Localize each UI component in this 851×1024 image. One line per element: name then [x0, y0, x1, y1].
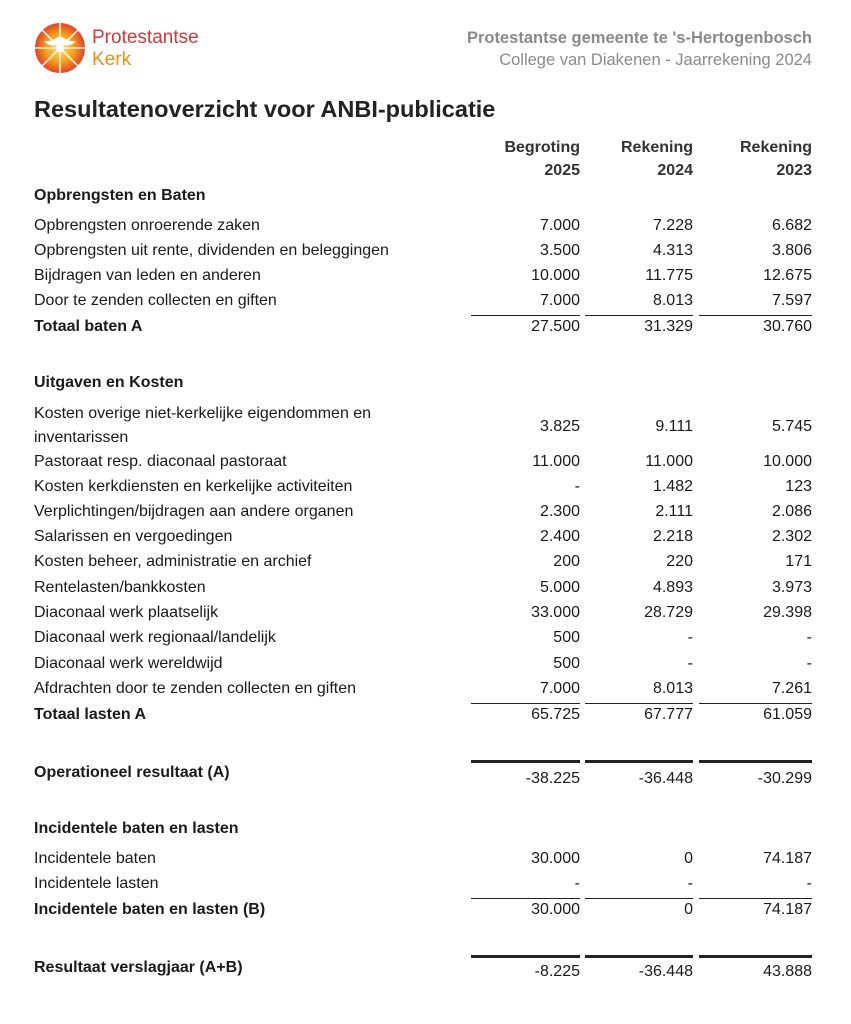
subtotal-rule [471, 898, 580, 899]
value-rekening-2023: 3.973 [771, 579, 812, 596]
value-rekening-2023: 43.888 [763, 963, 812, 980]
value-begroting-2025: 7.000 [539, 680, 580, 697]
row-label: Diaconaal werk plaatselijk [34, 604, 219, 621]
row-label: Diaconaal werk wereldwijd [34, 655, 223, 672]
value-rekening-2024: -36.448 [638, 770, 693, 787]
value-begroting-2025: - [574, 875, 580, 892]
logo-line-1: Protestantse [92, 27, 199, 48]
row-label: Incidentele lasten [34, 875, 159, 892]
value-begroting-2025: 3.500 [539, 242, 580, 259]
value-rekening-2024: 11.000 [645, 453, 693, 470]
section-title: Incidentele baten en lasten [34, 820, 239, 837]
column-header-begroting-2025 [504, 136, 580, 182]
value-begroting-2025: 11.000 [532, 453, 580, 470]
column-header-line1: Rekening [620, 139, 693, 156]
organization-block [467, 27, 812, 71]
row-label: Bijdragen van leden en anderen [34, 267, 261, 284]
row-label: Incidentele baten en lasten (B) [34, 901, 266, 918]
subtotal-rule [585, 898, 693, 899]
section-title: Opbrengsten en Baten [34, 187, 206, 204]
table-row [0, 242, 851, 267]
subtotal-rule [699, 898, 812, 899]
column-header-line2: 2025 [544, 162, 580, 179]
row-label: Incidentele baten [34, 850, 156, 867]
value-rekening-2023: 3.806 [771, 242, 812, 259]
value-rekening-2023: 123 [785, 478, 812, 495]
row-label: Afdrachten door te zenden collecten en giften [34, 680, 356, 697]
table-row [0, 850, 851, 875]
value-rekening-2024: 2.218 [652, 528, 693, 545]
value-rekening-2024: 2.111 [655, 503, 693, 520]
value-rekening-2023: - [806, 655, 812, 672]
value-rekening-2023: 7.597 [771, 292, 812, 309]
result-rule [699, 955, 812, 958]
subtotal-rule [585, 703, 693, 704]
value-rekening-2024: 4.893 [652, 579, 693, 596]
value-rekening-2024: 9.111 [655, 418, 693, 435]
value-rekening-2023: 10.000 [763, 453, 812, 470]
table-row [0, 453, 851, 478]
value-rekening-2023: 29.398 [763, 604, 812, 621]
table-row [0, 875, 851, 900]
value-begroting-2025: -38.225 [525, 770, 580, 787]
value-rekening-2024: 8.013 [652, 292, 693, 309]
table-row [0, 267, 851, 292]
value-begroting-2025: 7.000 [539, 292, 580, 309]
value-begroting-2025: 33.000 [531, 604, 580, 621]
subtotal-rule [699, 315, 812, 316]
result-rule [471, 955, 580, 958]
column-header-line2: 2023 [776, 162, 812, 179]
row-label: Rentelasten/bankkosten [34, 579, 206, 596]
value-rekening-2023: 5.745 [771, 418, 812, 435]
row-label: Resultaat verslagjaar (A+B) [34, 959, 243, 976]
value-rekening-2024: 0 [684, 850, 693, 867]
total-row-incidenteel [0, 901, 851, 926]
row-label: Opbrengsten onroerende zaken [34, 217, 260, 234]
value-rekening-2024: 28.729 [644, 604, 693, 621]
value-begroting-2025: 3.825 [539, 418, 580, 435]
value-rekening-2023: 30.760 [763, 318, 812, 335]
result-rule [585, 955, 693, 958]
table-row [0, 217, 851, 242]
section-heading-lasten [0, 374, 851, 399]
logo-line-2: Kerk [92, 49, 132, 70]
value-begroting-2025: -8.225 [534, 963, 580, 980]
value-rekening-2023: 2.302 [771, 528, 812, 545]
value-rekening-2023: 61.059 [763, 706, 812, 723]
value-begroting-2025: 2.300 [539, 503, 580, 520]
row-label: Totaal lasten A [34, 706, 147, 723]
value-rekening-2023: - [806, 629, 812, 646]
value-begroting-2025: 5.000 [539, 579, 580, 596]
organization-subtitle: College van Diakenen - Jaarrekening 2024 [499, 51, 812, 69]
column-header-line1: Begroting [504, 139, 580, 156]
row-label: Kosten overige niet-kerkelijke eigendommen en inventarissen [34, 405, 372, 446]
organization-name: Protestantse gemeente te 's-Hertogenbosch [466, 29, 812, 47]
value-rekening-2024: - [687, 875, 693, 892]
total-row-baten [0, 318, 851, 343]
value-begroting-2025: 200 [553, 553, 580, 570]
section-heading-incidenteel [0, 820, 851, 845]
protestantse-kerk-logo-icon [34, 22, 86, 74]
value-rekening-2024: 11.775 [645, 267, 693, 284]
section-heading-baten [0, 187, 851, 212]
table-row [0, 528, 851, 553]
table-row [0, 292, 851, 317]
value-rekening-2023: 12.675 [763, 267, 812, 284]
row-label: Pastoraat resp. diaconaal pastoraat [34, 453, 287, 470]
value-begroting-2025: 27.500 [531, 318, 580, 335]
value-rekening-2024: 67.777 [644, 706, 693, 723]
table-row [0, 553, 851, 578]
value-rekening-2024: 1.482 [652, 478, 693, 495]
value-rekening-2024: 7.228 [652, 217, 693, 234]
table-row [0, 629, 851, 654]
value-rekening-2023: 74.187 [763, 850, 812, 867]
value-rekening-2023: 2.086 [771, 503, 812, 520]
logo-wordmark [92, 27, 199, 71]
value-rekening-2024: 220 [666, 553, 693, 570]
value-rekening-2023: 7.261 [771, 680, 812, 697]
operationeel-resultaat-row [0, 764, 851, 789]
value-rekening-2023: 6.682 [771, 217, 812, 234]
column-header-rekening-2023 [740, 136, 812, 182]
section-title: Uitgaven en Kosten [34, 374, 184, 391]
value-rekening-2024: 8.013 [652, 680, 693, 697]
column-header-rekening-2024 [621, 136, 693, 182]
value-begroting-2025: 500 [553, 655, 580, 672]
value-begroting-2025: 500 [553, 629, 580, 646]
value-rekening-2023: 74.187 [763, 901, 812, 918]
result-rule [585, 760, 693, 763]
table-row [0, 604, 851, 629]
value-rekening-2023: 171 [785, 553, 812, 570]
table-row [0, 680, 851, 705]
row-label: Salarissen en vergoedingen [34, 528, 233, 545]
table-row [0, 503, 851, 528]
row-label: Kosten kerkdiensten en kerkelijke activiteiten [34, 478, 353, 495]
subtotal-rule [585, 315, 693, 316]
row-label: Operationeel resultaat (A) [34, 764, 230, 781]
row-label: Kosten beheer, administratie en archief [34, 553, 312, 570]
page-title: Resultatenoverzicht voor ANBI-publicatie [34, 96, 496, 122]
value-begroting-2025: - [574, 478, 580, 495]
resultaat-verslagjaar-row [0, 959, 851, 984]
subtotal-rule [699, 703, 812, 704]
value-begroting-2025: 30.000 [531, 850, 580, 867]
column-header-line2: 2024 [657, 162, 693, 179]
column-header-line1: Rekening [739, 139, 812, 156]
table-row [0, 579, 851, 604]
subtotal-rule [471, 703, 580, 704]
value-begroting-2025: 10.000 [531, 267, 580, 284]
result-rule [699, 760, 812, 763]
value-rekening-2024: -36.448 [638, 963, 693, 980]
subtotal-rule [471, 315, 580, 316]
value-rekening-2024: - [687, 655, 693, 672]
value-rekening-2024: 4.313 [652, 242, 693, 259]
table-row [0, 402, 851, 452]
value-begroting-2025: 2.400 [539, 528, 580, 545]
table-row [0, 478, 851, 503]
row-label: Diaconaal werk regionaal/landelijk [34, 629, 276, 646]
value-rekening-2023: - [806, 875, 812, 892]
value-begroting-2025: 65.725 [531, 706, 580, 723]
value-begroting-2025: 7.000 [539, 217, 580, 234]
value-rekening-2023: -30.299 [757, 770, 812, 787]
page-header [0, 0, 851, 90]
total-row-lasten [0, 706, 851, 731]
table-row [0, 655, 851, 680]
row-label: Opbrengsten uit rente, dividenden en beleggingen [34, 242, 389, 259]
value-rekening-2024: - [687, 629, 693, 646]
row-label: Door te zenden collecten en giften [34, 292, 277, 309]
row-label: Verplichtingen/bijdragen aan andere organen [34, 503, 354, 520]
result-rule [471, 760, 580, 763]
value-rekening-2024: 31.329 [644, 318, 693, 335]
row-label: Totaal baten A [34, 318, 143, 335]
value-rekening-2024: 0 [684, 901, 693, 918]
value-begroting-2025: 30.000 [531, 901, 580, 918]
